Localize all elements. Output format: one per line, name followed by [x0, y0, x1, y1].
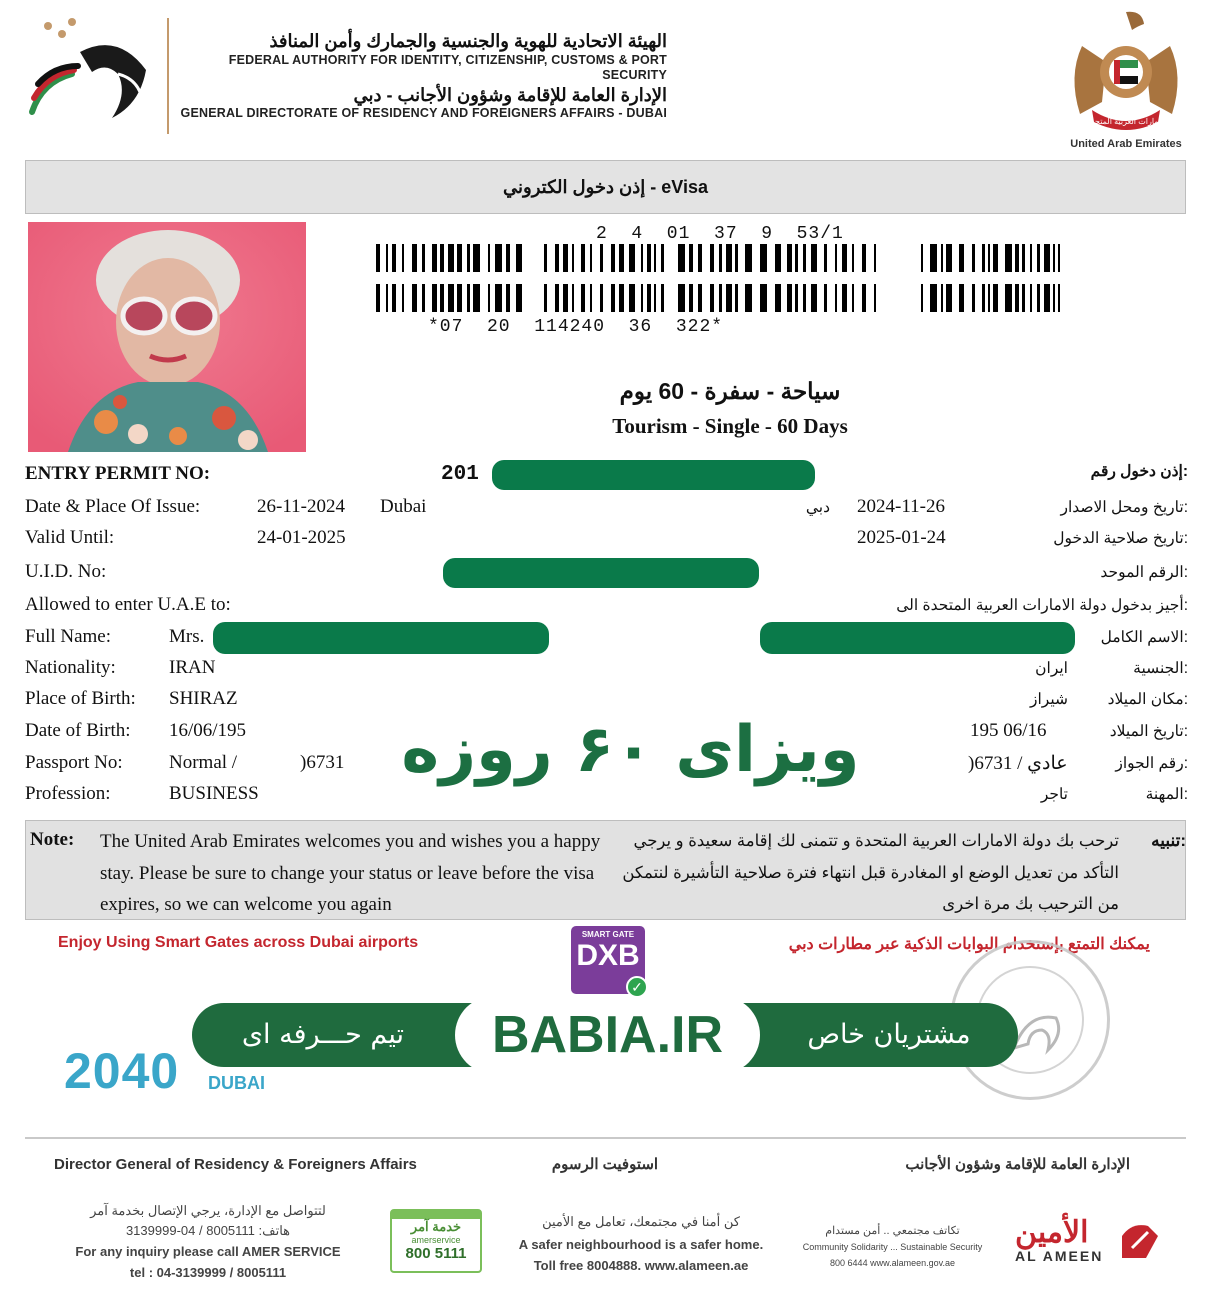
barcode-bar [386, 284, 388, 312]
barcode-bar [647, 284, 651, 312]
community-contact: 800 6444 www.alameen.gov.ae [830, 1258, 955, 1268]
barcode-bar [735, 284, 738, 312]
applicant-photo [28, 222, 306, 452]
passport-number: )6731 [300, 752, 345, 773]
directorate-ar-footer: الإدارة العامة للإقامة وشؤون الأجانب [905, 1156, 1130, 1173]
barcode-bar [473, 244, 480, 272]
dubai-2040-city: DUBAI [208, 1073, 265, 1093]
amer-contact-en: For any inquiry please call AMER SERVICE [75, 1244, 341, 1259]
barcode-bar [959, 244, 964, 272]
evisa-title [25, 160, 1186, 214]
passport-label: Passport No: [25, 752, 123, 773]
entry-permit-label: ENTRY PERMIT NO: [25, 463, 211, 484]
barcode-bar [678, 244, 685, 272]
dubai-2040-number: 2040 [64, 1043, 180, 1099]
barcode-bar [930, 244, 937, 272]
barcode-bar [1015, 244, 1019, 272]
barcode-bar [775, 244, 781, 272]
al-ameen-en: AL AMEEN [1015, 1248, 1104, 1264]
barcode-bar [581, 244, 585, 272]
community-ar: تكاتف مجتمعي .. أمن مستدام [825, 1225, 960, 1237]
barcode-bar [1022, 284, 1025, 312]
safer-en: A safer neighbourhood is a safer home. [518, 1237, 764, 1252]
barcode-bar [862, 244, 866, 272]
barcode-bar [422, 244, 425, 272]
barcode-bar [795, 244, 798, 272]
barcode-bar [946, 244, 952, 272]
barcode-bar [719, 244, 722, 272]
nationality-value: IRAN [169, 657, 216, 678]
barcode-bar [726, 284, 732, 312]
allowed-label: Allowed to enter U.A.E to: [25, 594, 231, 615]
dob-value: 16/06/195 [169, 720, 247, 741]
barcode-bar [1015, 284, 1019, 312]
barcode-bar [1058, 244, 1060, 272]
barcode-bar [544, 244, 547, 272]
barcode-bar [654, 244, 656, 272]
barcode-bar [874, 244, 876, 272]
barcode-bar [689, 244, 693, 272]
note-text-en: The United Arab Emirates welcomes you and wishes you a happy stay. Please be sure to change your status or leave before the visa expires, so we can welcome you again [100, 831, 601, 915]
barcode-bar [467, 284, 470, 312]
barcode-bar [563, 284, 568, 312]
barcode-bar [811, 244, 817, 272]
community-en: Community Solidarity ... Sustainable Security [802, 1242, 983, 1252]
valid-date: 24-01-2025 [257, 527, 346, 548]
issue-label: Date & Place Of Issue: [25, 496, 201, 517]
valid-label: Valid Until: [25, 527, 115, 548]
footer-divider [25, 1137, 1186, 1139]
barcode-bar [473, 284, 480, 312]
barcode-bottom-number: *07 20 114240 36 322* [428, 317, 724, 337]
barcode-bar [852, 244, 854, 272]
dob-label: Date of Birth: [25, 720, 131, 741]
smart-gates-ar: يمكنك التمتع بإستخدام البوابات الذكية عبر مطارات دبي [788, 936, 1150, 953]
fullname-prefix: Mrs. [169, 626, 205, 647]
dxb-badge-main: DXB [576, 939, 640, 972]
promo-left-text: تیم حـــرفه ای [241, 1019, 405, 1050]
barcode-bar [555, 244, 559, 272]
barcode-bar [488, 244, 490, 272]
barcode-bar [432, 244, 437, 272]
barcode-bar [661, 244, 664, 272]
barcode-bar [448, 284, 454, 312]
amer-contact-ar: لتتواصل مع الإدارة، يرجي الإتصال بخدمة آمر [90, 1203, 326, 1218]
barcode-bar [641, 244, 643, 272]
barcode-bar [689, 284, 693, 312]
barcode-bar [619, 244, 624, 272]
al-ameen-ar: الأمين [1015, 1216, 1089, 1249]
barcode-bar [972, 284, 975, 312]
uae-emblem-icon [1062, 6, 1190, 138]
barcode-bar [811, 284, 817, 312]
barcode-bar [563, 244, 568, 272]
barcode-bar [467, 244, 470, 272]
barcode-bar [835, 284, 837, 312]
barcode-bar [852, 284, 854, 312]
safer-tollfree: Toll free 8004888. www.alameen.ae [533, 1258, 749, 1273]
barcode-bar [448, 244, 454, 272]
barcode-bar [726, 244, 732, 272]
barcode-bar [1053, 244, 1055, 272]
dob-label-ar: تاريخ الميلاد: [1109, 723, 1188, 740]
barcode-bar [745, 244, 752, 272]
barcode-bar [941, 284, 943, 312]
emblem-scroll-text: الإمارات العربية المتحدة [1086, 117, 1166, 126]
amer-phone-ar: هاتف: 8005111 / 04-3139999 [125, 1223, 291, 1238]
barcode-bar [930, 284, 937, 312]
pob-value-ar: شيراز [1029, 691, 1068, 708]
note-label-ar: تنبيه: [1151, 831, 1186, 850]
barcode-bar [710, 284, 714, 312]
authority-ar: الهيئة الاتحادية للهوية والجنسية والجمارك وأمن المنافذ [269, 31, 667, 51]
barcode-bar [555, 284, 559, 312]
barcode-bar [745, 284, 752, 312]
barcode-bar [760, 244, 767, 272]
barcode-bar [590, 244, 592, 272]
federal-authority-logo [22, 12, 162, 134]
redaction-uid [443, 558, 759, 588]
barcode-bar [787, 244, 792, 272]
amer-logo-en: amerservice [411, 1235, 461, 1245]
directorate-en: GENERAL DIRECTORATE OF RESIDENCY AND FOREIGNERS AFFAIRS - DUBAI [180, 106, 667, 121]
barcode-bar [982, 284, 985, 312]
barcode-bar [803, 244, 806, 272]
barcode-bar [842, 284, 847, 312]
nationality-value-ar: ايران [1035, 660, 1068, 677]
barcode-bar [376, 284, 380, 312]
barcode-bar [1030, 284, 1032, 312]
barcode-bar [432, 284, 437, 312]
barcode-bar [647, 244, 651, 272]
barcode-bar [412, 244, 417, 272]
issue-place: Dubai [380, 496, 427, 517]
barcode-bar [457, 284, 462, 312]
fullname-label-ar: الاسم الكامل: [1100, 629, 1188, 646]
barcode-bar [842, 244, 847, 272]
director-general-en: Director General of Residency & Foreigners Affairs [54, 1156, 417, 1173]
watermark-text: ویزای ۶۰ روزه [401, 713, 860, 787]
redaction-fullname-en [213, 622, 549, 654]
barcode-bar [376, 244, 380, 272]
barcode-bar [422, 284, 425, 312]
barcode-bar [1053, 284, 1055, 312]
valid-label-ar: تاريخ صلاحية الدخول: [1053, 530, 1188, 547]
evisa-title-text: إذن دخول الكتروني - eVisa [503, 176, 708, 197]
safer-ar: كن أمنا في مجتمعك، تعامل مع الأمين [542, 1214, 740, 1229]
pob-label: Place of Birth: [25, 688, 136, 709]
barcode-bar [516, 284, 522, 312]
issue-date: 26-11-2024 [257, 496, 345, 517]
barcode-bar [629, 284, 635, 312]
barcode-bar [735, 244, 738, 272]
barcode-bar [600, 284, 603, 312]
nationality-label-ar: الجنسية: [1133, 660, 1188, 677]
barcode-bar [412, 284, 417, 312]
barcode-bar [1030, 244, 1032, 272]
pob-value: SHIRAZ [169, 688, 238, 709]
barcode-bar [993, 244, 998, 272]
barcode-bar [1037, 244, 1040, 272]
barcode-bar [516, 244, 522, 272]
al-ameen-hand-icon [1118, 1218, 1162, 1262]
barcode-bar [678, 284, 685, 312]
barcode-bar [710, 244, 714, 272]
promo-website[interactable]: BABIA.IR [455, 996, 760, 1074]
dxb-badge-top: SMART GATE [581, 930, 635, 939]
barcode-bar [775, 284, 781, 312]
barcode-bar [629, 244, 635, 272]
barcode-bar [824, 244, 827, 272]
barcode-bar [457, 244, 462, 272]
barcode-bar [946, 284, 952, 312]
barcode-bar [760, 284, 767, 312]
barcode-bar [661, 284, 664, 312]
barcode-bar [544, 284, 547, 312]
barcode-bar [1044, 244, 1050, 272]
pob-label-ar: مكان الميلاد: [1107, 691, 1188, 708]
barcode-bar [392, 244, 396, 272]
amer-logo-ar: خدمة آمر [410, 1219, 462, 1234]
barcode-bar [1037, 284, 1040, 312]
barcode-bar [600, 244, 603, 272]
passport-value-ar: )6731 / عادي [968, 753, 1068, 774]
barcode-bar [1044, 284, 1050, 312]
profession-label-ar: المهنة: [1145, 786, 1188, 803]
barcode-bar [803, 284, 806, 312]
header-divider [167, 18, 169, 134]
allowed-label-ar: أجيز بدخول دولة الامارات العربية المتحدة الى: [896, 597, 1188, 614]
entry-permit-label-ar: إذن دخول رقم: [1090, 463, 1188, 480]
amer-phone-en: tel : 04-3139999 / 8005111 [129, 1265, 287, 1280]
barcode-bar [581, 284, 585, 312]
barcode-bar [611, 244, 615, 272]
dob-value-ar: 195 06/16 [970, 720, 1047, 741]
passport-type: Normal / [169, 752, 238, 773]
profession-label: Profession: [25, 783, 111, 804]
barcode-bar [572, 244, 574, 272]
barcode-top-number: 2 4 01 37 9 53/1 [596, 224, 844, 244]
barcode-bar [611, 284, 615, 312]
smart-gates-en: Enjoy Using Smart Gates across Dubai airports [58, 934, 419, 951]
issue-label-ar: تاريخ ومحل الاصدار: [1060, 499, 1188, 516]
header-authority-text [172, 30, 667, 122]
barcode-bar [386, 244, 388, 272]
barcode-bar [1005, 284, 1012, 312]
barcode-bar [495, 244, 502, 272]
barcode-icon [376, 244, 1060, 314]
barcode-bar [698, 244, 702, 272]
redaction-entry-permit [492, 460, 815, 490]
amer-logo-number: 800 5111 [405, 1245, 467, 1262]
barcode-bar [824, 284, 827, 312]
barcode-bar [862, 284, 866, 312]
barcode-bar [787, 284, 792, 312]
barcode-bar [959, 284, 964, 312]
checkmark-icon: ✓ [626, 976, 648, 998]
nationality-label: Nationality: [25, 657, 116, 678]
profession-value: BUSINESS [169, 783, 259, 804]
barcode-bar [590, 284, 592, 312]
barcode-bar [619, 284, 624, 312]
barcode-bar [988, 284, 990, 312]
uid-label-ar: الرقم الموحد: [1100, 564, 1188, 581]
barcode-bar [402, 284, 404, 312]
profession-value-ar: تاجر [1040, 786, 1068, 803]
promo-right-text: مشتریان خاص [807, 1019, 971, 1050]
barcode-bar [835, 244, 837, 272]
barcode-bar [1005, 244, 1012, 272]
visa-type-en: Tourism - Single - 60 Days [612, 414, 848, 438]
uid-label: U.I.D. No: [25, 561, 107, 582]
barcode-bar [988, 244, 990, 272]
barcode-bar [941, 244, 943, 272]
barcode-bar [993, 284, 998, 312]
visa-type-ar: سياحة - سفرة - 60 يوم [619, 378, 841, 404]
authority-en: FEDERAL AUTHORITY FOR IDENTITY, CITIZENSHIP, CUSTOMS & PORT SECURITY [228, 52, 667, 83]
note-text-ar: ترحب بك دولة الامارات العربية المتحدة و تتمنى لك إقامة سعيدة و يرجي التأكد من تعديل الوضع او المغادرة قبل انتهاء فترة صلاحية التأشيرة لنتمكن من الترحيب بك مرة اخرى [622, 832, 1119, 913]
barcode-bar [572, 284, 574, 312]
valid-date-ar: 2025-01-24 [857, 527, 946, 548]
barcode-bar [1058, 284, 1060, 312]
barcode-bar [719, 284, 722, 312]
amer-service-logo [390, 1209, 482, 1273]
fees-paid-ar: استوفيت الرسوم [551, 1156, 659, 1173]
barcode-bar [972, 244, 975, 272]
fullname-label: Full Name: [25, 626, 112, 647]
barcode-bar [641, 284, 643, 312]
issue-date-ar: 2024-11-26 [857, 496, 945, 517]
barcode-bar [1022, 244, 1025, 272]
barcode-bar [698, 284, 702, 312]
barcode-bar [921, 244, 923, 272]
barcode-bar [440, 284, 444, 312]
barcode-bar [795, 284, 798, 312]
issue-place-ar: دبي [805, 499, 830, 516]
amer-logo-bar [392, 1211, 480, 1219]
barcode-bar [506, 284, 510, 312]
barcode-bar [495, 284, 502, 312]
passport-label-ar: رقم الجواز: [1115, 755, 1188, 772]
barcode-bar [506, 244, 510, 272]
barcode-bar [488, 284, 490, 312]
uae-caption: United Arab Emirates [1070, 138, 1182, 150]
note-label: Note: [30, 829, 75, 850]
entry-permit-value: 201 [441, 463, 479, 486]
barcode-bar [402, 244, 404, 272]
directorate-ar: الإدارة العامة للإقامة وشؤون الأجانب - دبي [353, 84, 667, 105]
barcode-bar [982, 244, 985, 272]
barcode-bar [392, 284, 396, 312]
barcode-bar [921, 284, 923, 312]
barcode-bar [654, 284, 656, 312]
barcode-bar [440, 244, 444, 272]
barcode-bar [874, 284, 876, 312]
